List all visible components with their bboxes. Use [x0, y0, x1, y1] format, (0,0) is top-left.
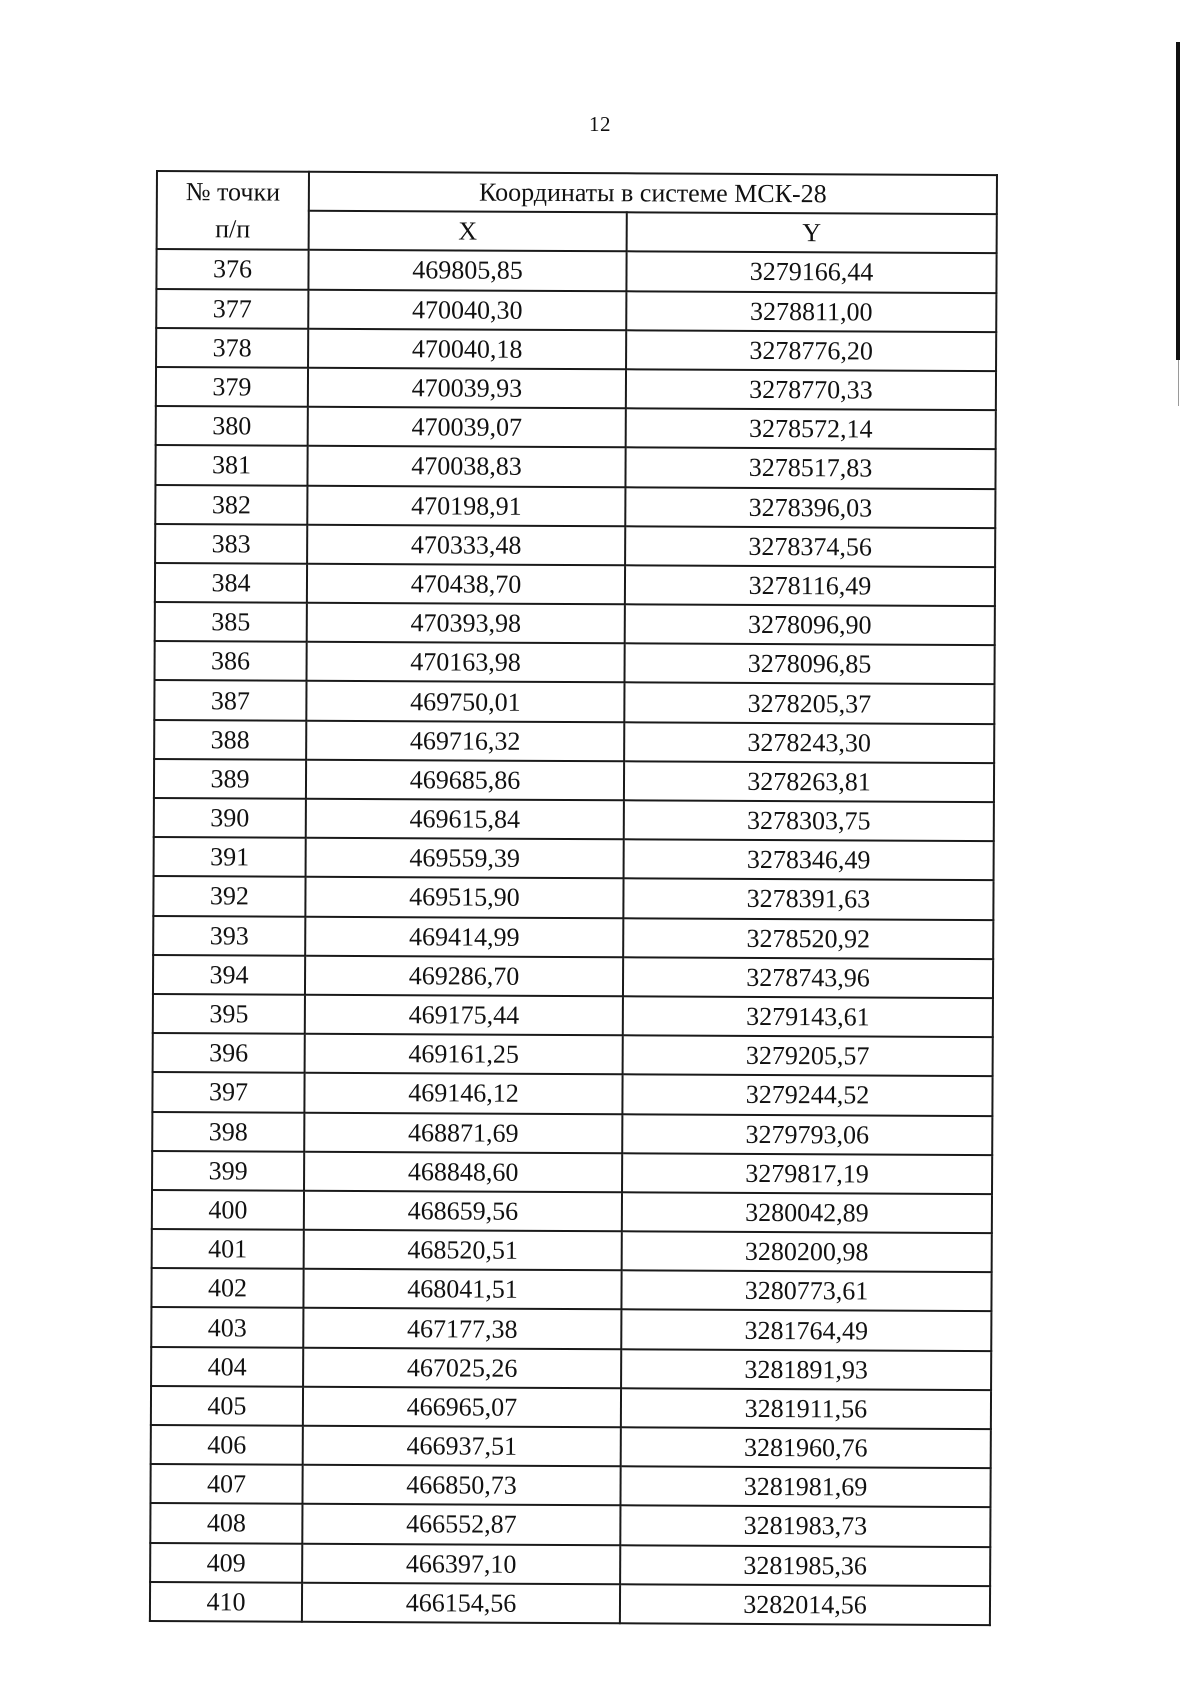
table-row — [151, 1347, 991, 1390]
point-number-cell: 378 — [156, 328, 308, 368]
point-number-cell: 390 — [154, 798, 306, 838]
table-row — [150, 1503, 990, 1546]
y-coordinate-cell: 3279817,19 — [622, 1153, 992, 1194]
point-number-cell: 377 — [156, 289, 308, 329]
point-number-cell: 396 — [153, 1033, 305, 1073]
point-number-cell: 397 — [152, 1072, 304, 1112]
table-row — [156, 406, 996, 449]
table-row — [153, 1033, 993, 1076]
coordinates-table-container — [149, 170, 996, 1626]
y-coordinate-cell: 3281911,56 — [621, 1388, 991, 1429]
point-number-cell: 393 — [153, 916, 305, 956]
y-coordinate-cell: 3279205,57 — [623, 1035, 993, 1076]
x-coordinate-cell: 469515,90 — [305, 877, 623, 918]
point-number-cell: 379 — [156, 367, 308, 407]
y-coordinate-cell: 3279244,52 — [622, 1075, 992, 1116]
point-number-cell: 386 — [155, 641, 307, 681]
x-coordinate-cell: 466154,56 — [302, 1582, 620, 1623]
table-row — [154, 837, 994, 880]
y-coordinate-cell: 3280773,61 — [621, 1271, 991, 1312]
y-coordinate-cell: 3278205,37 — [624, 683, 994, 724]
x-coordinate-cell: 469286,70 — [305, 955, 623, 996]
x-coordinate-cell: 466937,51 — [303, 1426, 621, 1467]
table-row — [155, 445, 995, 488]
table-row — [153, 916, 993, 959]
point-number-cell: 403 — [151, 1307, 303, 1347]
page-number: 12 — [589, 112, 611, 136]
y-coordinate-cell: 3281764,49 — [621, 1310, 991, 1351]
table-row — [152, 1229, 992, 1272]
x-coordinate-cell: 468041,51 — [303, 1269, 621, 1310]
point-number-cell: 399 — [152, 1151, 304, 1191]
x-coordinate-cell: 470038,83 — [307, 446, 625, 487]
point-number-cell: 382 — [155, 485, 307, 525]
scan-edge-mark — [1176, 42, 1180, 360]
point-number-cell: 405 — [151, 1386, 303, 1426]
table-row — [155, 485, 995, 528]
x-coordinate-cell: 468520,51 — [304, 1230, 622, 1271]
table-row — [154, 680, 994, 723]
table-row — [156, 289, 996, 332]
x-coordinate-cell: 470393,98 — [307, 603, 625, 644]
x-coordinate-cell: 469805,85 — [308, 250, 626, 291]
point-number-header-line1: № точки — [185, 177, 281, 207]
y-coordinate-cell: 3278116,49 — [625, 565, 995, 606]
y-coordinate-cell: 3279143,61 — [623, 996, 993, 1037]
table-row — [155, 602, 995, 645]
y-coordinate-cell: 3278776,20 — [626, 330, 996, 371]
table-row — [153, 876, 993, 919]
x-coordinate-cell: 469146,12 — [304, 1073, 622, 1114]
table-row — [156, 249, 996, 292]
x-column-header: X — [309, 211, 627, 252]
table-row — [150, 1464, 990, 1507]
x-coordinate-cell: 468659,56 — [304, 1191, 622, 1232]
point-number-cell: 385 — [155, 602, 307, 642]
x-coordinate-cell: 469685,86 — [306, 760, 624, 801]
x-coordinate-cell: 466850,73 — [302, 1465, 620, 1506]
x-coordinate-cell: 470198,91 — [307, 485, 625, 526]
x-coordinate-cell: 469175,44 — [305, 995, 623, 1036]
x-coordinate-cell: 466552,87 — [302, 1504, 620, 1545]
y-coordinate-cell: 3278811,00 — [626, 291, 996, 332]
x-coordinate-cell: 467177,38 — [303, 1308, 621, 1349]
x-coordinate-cell: 470333,48 — [307, 524, 625, 565]
point-number-cell: 407 — [150, 1464, 302, 1504]
table-row — [151, 1268, 991, 1311]
x-coordinate-cell: 470040,30 — [308, 289, 626, 330]
x-coordinate-cell: 469716,32 — [306, 720, 624, 761]
point-number-cell: 400 — [152, 1190, 304, 1230]
point-number-cell: 388 — [154, 720, 306, 760]
table-row — [151, 1386, 991, 1429]
point-number-cell: 398 — [152, 1111, 304, 1151]
x-coordinate-cell: 470040,18 — [308, 328, 626, 369]
x-coordinate-cell: 470438,70 — [307, 564, 625, 605]
table-row — [152, 1072, 992, 1115]
point-number-cell: 380 — [156, 406, 308, 446]
table-row — [150, 1543, 990, 1586]
y-coordinate-cell: 3281891,93 — [621, 1349, 991, 1390]
x-coordinate-cell: 469414,99 — [305, 916, 623, 957]
y-coordinate-cell: 3278391,63 — [623, 879, 993, 920]
point-number-cell: 376 — [156, 249, 308, 289]
table-row — [155, 563, 995, 606]
table-row — [154, 759, 994, 802]
y-coordinate-cell: 3278396,03 — [625, 487, 995, 528]
table-row — [152, 1190, 992, 1233]
x-coordinate-cell: 469559,39 — [306, 838, 624, 879]
y-coordinate-cell: 3278243,30 — [624, 722, 994, 763]
point-number-header-line2: п/п — [215, 214, 251, 244]
y-coordinate-cell: 3278572,14 — [626, 408, 996, 449]
y-coordinate-cell: 3278743,96 — [623, 957, 993, 998]
coordinates-table — [149, 170, 998, 1626]
point-number-cell: 389 — [154, 759, 306, 799]
y-coordinate-cell: 3278263,81 — [624, 761, 994, 802]
table-row — [156, 367, 996, 410]
y-coordinate-cell: 3278520,92 — [623, 918, 993, 959]
y-coordinate-cell: 3278096,85 — [624, 644, 994, 685]
x-coordinate-cell: 468848,60 — [304, 1151, 622, 1192]
x-coordinate-cell: 468871,69 — [304, 1112, 622, 1153]
table-row — [153, 994, 993, 1037]
x-coordinate-cell: 470163,98 — [307, 642, 625, 683]
point-number-cell: 401 — [152, 1229, 304, 1269]
y-coordinate-cell: 3282014,56 — [620, 1584, 990, 1625]
table-row — [152, 1111, 992, 1154]
point-number-cell: 391 — [154, 837, 306, 877]
x-coordinate-cell: 470039,93 — [308, 368, 626, 409]
table-row — [154, 720, 994, 763]
x-coordinate-cell: 469615,84 — [306, 799, 624, 840]
point-number-header — [157, 171, 309, 250]
table-header — [157, 171, 997, 253]
y-coordinate-cell: 3278374,56 — [625, 526, 995, 567]
x-coordinate-cell: 466965,07 — [303, 1387, 621, 1428]
y-coordinate-cell: 3278096,90 — [625, 604, 995, 645]
y-coordinate-cell: 3280042,89 — [622, 1192, 992, 1233]
table-row — [153, 955, 993, 998]
coordinate-system-header: Координаты в системе МСК-28 — [309, 172, 997, 215]
y-coordinate-cell: 3278303,75 — [624, 800, 994, 841]
point-number-cell: 409 — [150, 1543, 302, 1583]
y-coordinate-cell: 3278346,49 — [624, 839, 994, 880]
table-row — [154, 798, 994, 841]
point-number-cell: 395 — [153, 994, 305, 1034]
point-number-cell: 410 — [150, 1582, 302, 1622]
y-coordinate-cell: 3281983,73 — [620, 1506, 990, 1547]
y-coordinate-cell: 3281985,36 — [620, 1545, 990, 1586]
x-coordinate-cell: 470039,07 — [308, 407, 626, 448]
point-number-cell: 384 — [155, 563, 307, 603]
table-row — [151, 1307, 991, 1350]
point-number-cell: 404 — [151, 1347, 303, 1387]
y-coordinate-cell: 3281981,69 — [620, 1466, 990, 1507]
table-row — [151, 1425, 991, 1468]
table-row — [155, 524, 995, 567]
y-coordinate-cell: 3278517,83 — [625, 448, 995, 489]
table-body — [150, 249, 997, 1625]
point-number-cell: 402 — [151, 1268, 303, 1308]
x-coordinate-cell: 469750,01 — [306, 681, 624, 722]
x-coordinate-cell: 466397,10 — [302, 1543, 620, 1584]
point-number-cell: 387 — [154, 680, 306, 720]
header-row-top — [157, 171, 997, 214]
point-number-cell: 392 — [153, 876, 305, 916]
point-number-cell: 406 — [151, 1425, 303, 1465]
y-column-header: Y — [627, 212, 997, 253]
y-coordinate-cell: 3281960,76 — [621, 1427, 991, 1468]
point-number-cell: 394 — [153, 955, 305, 995]
y-coordinate-cell: 3278770,33 — [626, 369, 996, 410]
table-row — [150, 1582, 990, 1625]
table-row — [152, 1151, 992, 1194]
scan-edge-mark-faint — [1178, 360, 1179, 406]
point-number-cell: 381 — [155, 445, 307, 485]
x-coordinate-cell: 469161,25 — [305, 1034, 623, 1075]
table-row — [156, 328, 996, 371]
point-number-cell: 408 — [150, 1503, 302, 1543]
x-coordinate-cell: 467025,26 — [303, 1347, 621, 1388]
y-coordinate-cell: 3280200,98 — [622, 1231, 992, 1272]
point-number-cell: 383 — [155, 524, 307, 564]
table-row — [155, 641, 995, 684]
y-coordinate-cell: 3279166,44 — [626, 252, 996, 293]
y-coordinate-cell: 3279793,06 — [622, 1114, 992, 1155]
